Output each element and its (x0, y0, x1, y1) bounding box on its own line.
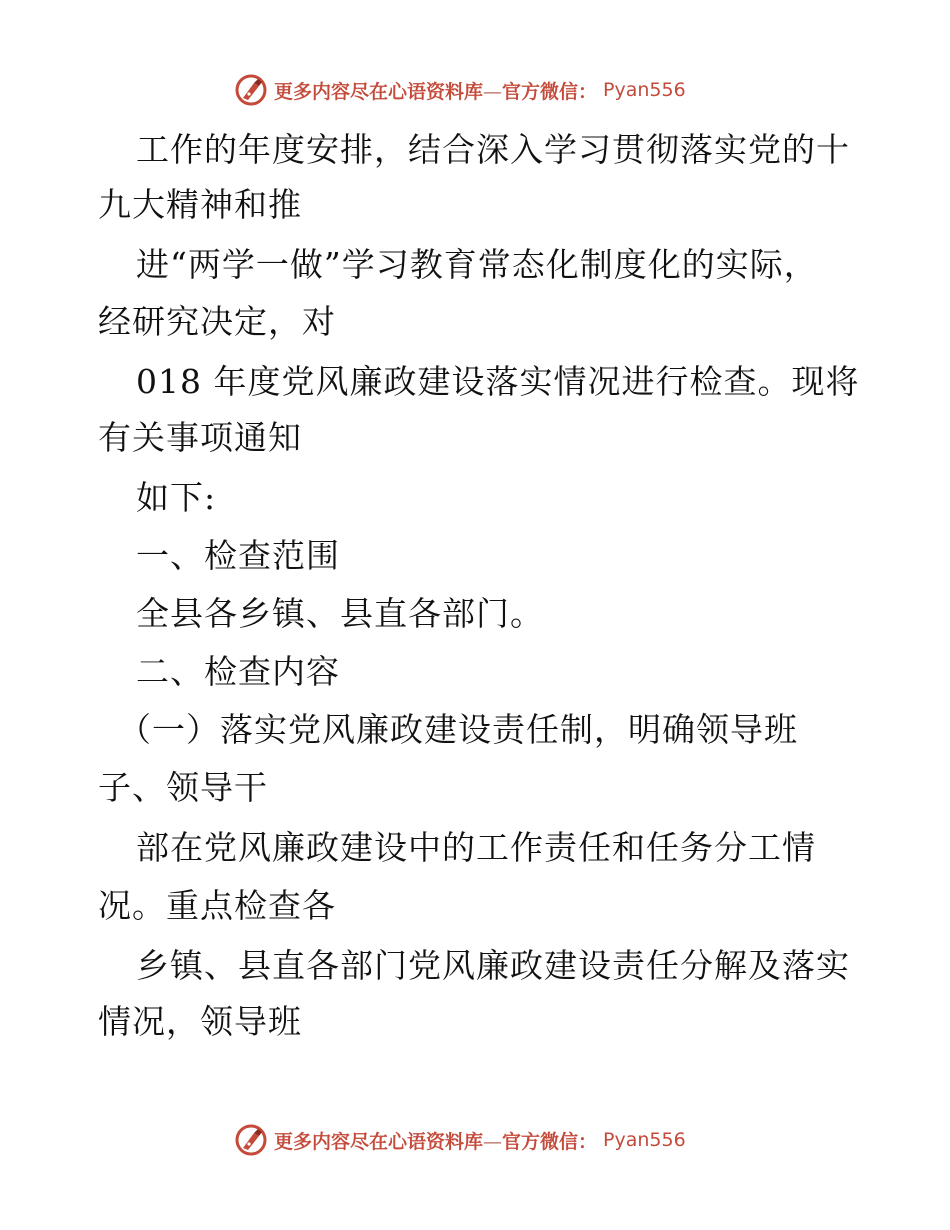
pen-nib-logo-icon (234, 73, 268, 107)
paragraph-line: 部在党风廉政建设中的工作责任和任务分工情 (136, 828, 816, 867)
watermark-text: 更多内容尽在心语资料库 (274, 1130, 484, 1153)
watermark-wechat-id: Pyan556 (603, 79, 686, 101)
watermark-footer (234, 1120, 686, 1160)
paragraph-line: 况。重点检查各 (98, 886, 336, 925)
paragraph-line: 全县各乡镇、县直各部门。 (136, 594, 544, 633)
paragraph-line: 018 年度党风廉政建设落实情况进行检查。现将 (136, 362, 860, 401)
watermark-official-label: 官方微信： (502, 1130, 598, 1153)
paragraph-line: 工作的年度安排，结合深入学习贯彻落实党的十 (136, 130, 850, 169)
watermark-text: 更多内容尽在心语资料库 (274, 80, 484, 103)
watermark-separator: — (483, 1130, 503, 1153)
paragraph-line: （一）落实党风廉政建设责任制，明确领导班 (118, 710, 798, 749)
watermark-official-label: 官方微信： (502, 80, 598, 103)
section-heading: 一、检查范围 (136, 536, 340, 575)
pen-nib-logo-icon (234, 1123, 268, 1157)
paragraph-line: 如下: (136, 478, 217, 517)
paragraph-line: 乡镇、县直各部门党风廉政建设责任分解及落实 (136, 946, 850, 985)
watermark-header (234, 70, 686, 110)
watermark-wechat-id: Pyan556 (603, 1129, 686, 1151)
paragraph-line: 子、领导干 (98, 768, 268, 807)
paragraph-line: 进“两学一做”学习教育常态化制度化的实际， (136, 245, 818, 284)
paragraph-line: 情况，领导班 (98, 1002, 302, 1041)
paragraph-line: 经研究决定，对 (98, 302, 336, 341)
section-heading: 二、检查内容 (136, 652, 340, 691)
watermark-separator: — (483, 80, 503, 103)
paragraph-line: 九大精神和推 (98, 185, 302, 224)
paragraph-line: 有关事项通知 (98, 418, 302, 457)
